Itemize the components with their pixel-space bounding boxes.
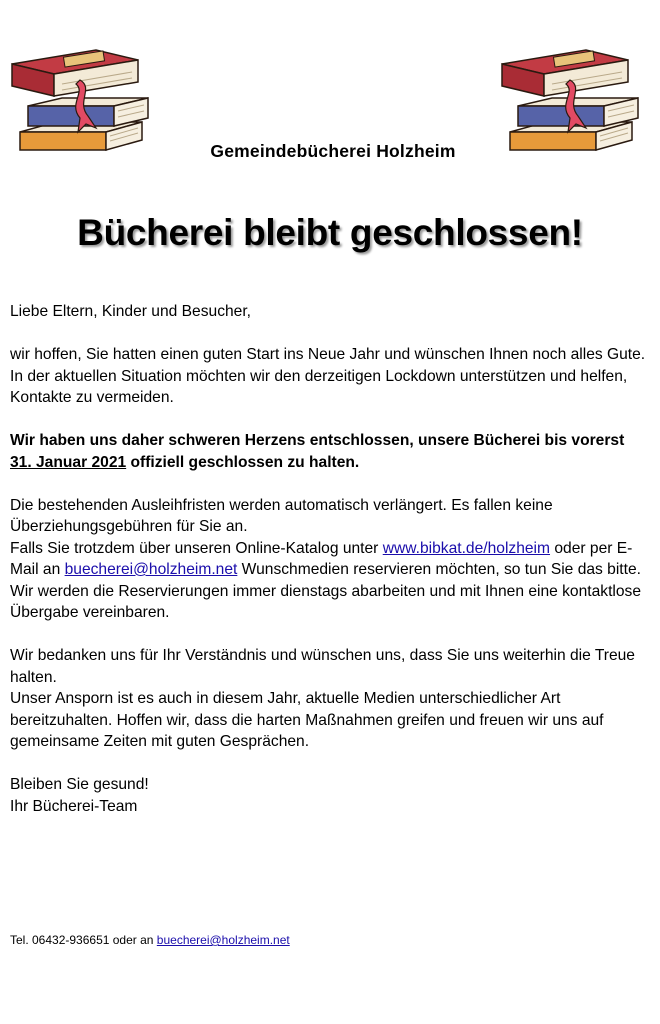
email-link[interactable]: buecherei@holzheim.net bbox=[64, 561, 238, 578]
paragraph-text: Wir werden die Reservierungen immer dienstags abarbeiten und mit Ihnen eine kontaktlose Übergabe vereinbaren. bbox=[10, 582, 642, 621]
paragraph-text: In der aktuellen Situation möchten wir den derzeitigen Lockdown unterstützen und helfen, Kontakte zu vermeiden. bbox=[10, 367, 628, 406]
paragraph-new-year bbox=[10, 344, 650, 409]
phone-text: Tel. 06432-936651 oder an bbox=[10, 933, 157, 947]
closure-text: Wir haben uns daher schweren Herzens entschlossen, unsere Bücherei bis vorerst bbox=[10, 432, 625, 449]
paragraph-text: wir hoffen, Sie hatten einen guten Start ins Neue Jahr und wünschen Ihnen noch alles Gute. bbox=[10, 346, 646, 363]
closure-text: offiziell geschlossen zu halten. bbox=[126, 453, 360, 471]
paragraph-text: Wir bedanken uns für Ihr Verständnis und wünschen uns, dass Sie uns weiterhin die Treue halten. bbox=[10, 647, 635, 686]
page-headline: Bücherei bleibt geschlossen! bbox=[77, 212, 583, 253]
footer-email-link[interactable]: buecherei@holzheim.net bbox=[156, 933, 290, 947]
library-name: Gemeindebücherei Holzheim bbox=[210, 141, 456, 161]
closure-date: 31. Januar 2021 bbox=[10, 453, 127, 471]
signature: Ihr Bücherei-Team bbox=[10, 797, 138, 815]
closing bbox=[10, 774, 650, 817]
paragraph-text: Falls Sie trotzdem über unseren Online-Katalog unter bbox=[10, 539, 383, 557]
book-red bbox=[12, 50, 138, 96]
catalog-link[interactable]: www.bibkat.de/holzheim bbox=[382, 539, 551, 557]
paragraph-text: Die bestehenden Ausleihfristen werden automatisch verlängert. Es fallen keine Überziehungsgebühren für Sie an. bbox=[10, 496, 553, 535]
paragraph-text: oder per E-Mail an bbox=[10, 539, 633, 578]
paragraph-text: Wunschmedien reservieren möchten, so tun Sie das bitte. bbox=[237, 561, 641, 578]
book-red bbox=[502, 50, 628, 96]
footer-contact bbox=[10, 933, 290, 947]
paragraph-reservations bbox=[10, 495, 650, 624]
closure-announcement bbox=[10, 430, 650, 473]
paragraph-text: Unser Ansporn ist es auch in diesem Jahr, aktuelle Medien unterschiedlicher Art bereitzuhalten. Hoffen wir, dass die harten Maßnahmen greifen und freuen wir uns auf gemeinsame Zeiten mit guten Gesprächen. bbox=[10, 690, 604, 750]
letter-body bbox=[10, 301, 650, 839]
paragraph-thanks bbox=[10, 645, 650, 753]
closing-greeting: Bleiben Sie gesund! bbox=[10, 776, 149, 793]
salutation: Liebe Eltern, Kinder und Besucher, bbox=[10, 303, 251, 320]
